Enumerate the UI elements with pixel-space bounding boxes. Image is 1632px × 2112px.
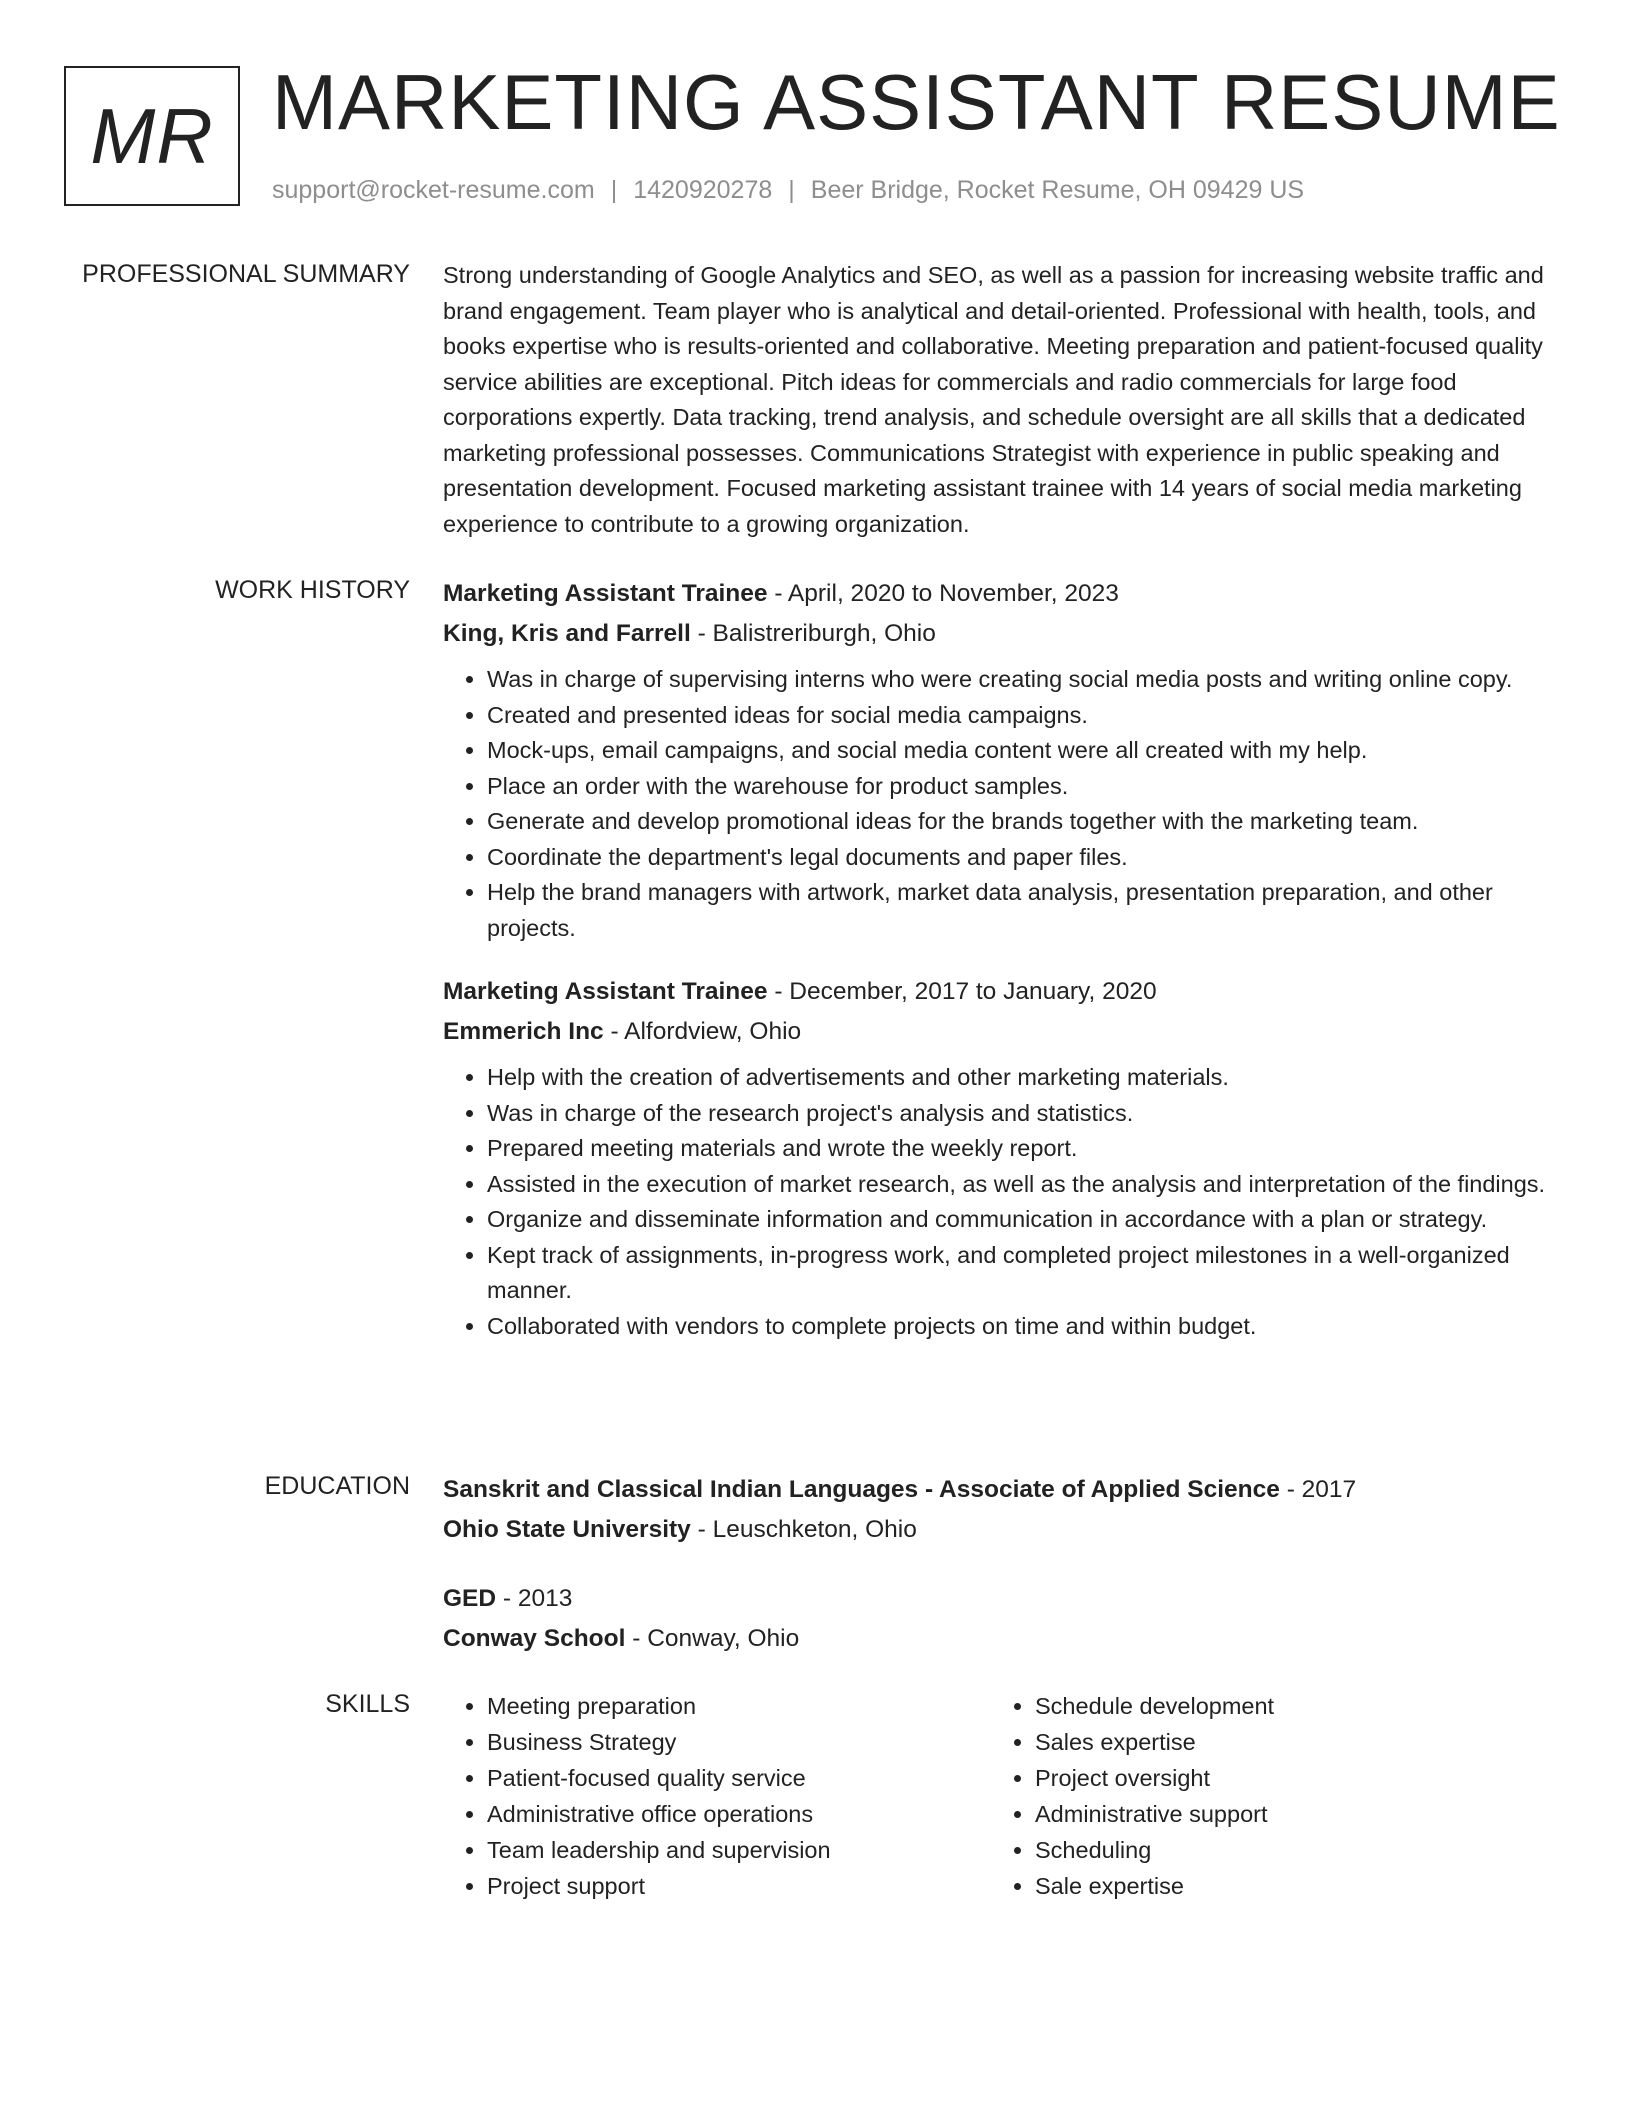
resume-header [0,0,1632,230]
job-bullets [443,1060,1553,1344]
contact-phone: 1420920278 [633,176,773,204]
skill-item: • Administrative support [1035,1796,1531,1832]
skills-list [443,1688,983,1904]
section-label-summary: PROFESSIONAL SUMMARY [82,260,410,288]
education-entry [443,1579,1553,1659]
list-item: • Generate and develop promotional ideas for the brands together with the marketing team. [487,804,1553,840]
skills-list [991,1688,1531,1904]
list-item: • Place an order with the warehouse for product samples. [487,769,1553,805]
list-item: • Created and presented ideas for social media campaigns. [487,698,1553,734]
skill-item: • Sale expertise [1035,1868,1531,1904]
job-title-line [443,574,1553,614]
job-company-line [443,614,1553,654]
job-dates: - April, 2020 to November, 2023 [767,580,1119,607]
skill-item: • Sales expertise [1035,1724,1531,1760]
job-entry [443,574,1553,946]
monogram-logo: MR [64,66,240,206]
skills-column-right [991,1688,1531,1904]
contact-email: support@rocket-resume.com [272,176,595,204]
job-entry [443,972,1553,1344]
school-name: Conway School [443,1625,626,1652]
job-company-line [443,1012,1553,1052]
degree-name: GED [443,1585,497,1612]
list-item: • Prepared meeting materials and wrote the weekly report. [487,1131,1553,1167]
skill-item: • Administrative office operations [487,1796,983,1832]
skill-item: • Project oversight [1035,1760,1531,1796]
contact-address: Beer Bridge, Rocket Resume, OH 09429 US [810,176,1305,204]
list-item: • Assisted in the execution of market research, as well as the analysis and interpretation of the findings. [487,1167,1553,1203]
skill-item: • Business Strategy [487,1724,983,1760]
school-location: - Leuschketon, Ohio [690,1516,917,1543]
list-item: • Collaborated with vendors to complete projects on time and within budget. [487,1309,1553,1345]
degree-name: Sanskrit and Classical Indian Languages - Associate of Applied Science [443,1476,1280,1503]
list-item: • Mock-ups, email campaigns, and social media content were all created with my help. [487,733,1553,769]
contact-line [272,174,1304,206]
skill-item: • Project support [487,1868,983,1904]
list-item: • Was in charge of the research project's analysis and statistics. [487,1096,1553,1132]
skill-item: • Scheduling [1035,1832,1531,1868]
list-item: • Was in charge of supervising interns who were creating social media posts and writing online copy. [487,662,1553,698]
degree-year: - 2017 [1279,1476,1357,1503]
skill-item: • Patient-focused quality service [487,1760,983,1796]
school-line [443,1510,1553,1550]
job-company: King, Kris and Farrell [443,620,691,647]
skill-item: • Meeting preparation [487,1688,983,1724]
job-location: - Alfordview, Ohio [603,1018,802,1045]
skill-item: • Team leadership and supervision [487,1832,983,1868]
job-location: - Balistreriburgh, Ohio [690,620,936,647]
job-title: Marketing Assistant Trainee [443,580,768,607]
skills-column-left [443,1688,983,1904]
list-item: • Coordinate the department's legal documents and paper files. [487,840,1553,876]
degree-line [443,1470,1553,1510]
page-title: MARKETING ASSISTANT RESUME [272,58,1561,146]
school-name: Ohio State University [443,1516,691,1543]
contact-separator: | [610,176,618,204]
job-title: Marketing Assistant Trainee [443,978,768,1005]
section-label-education: EDUCATION [264,1472,410,1500]
list-item: • Kept track of assignments, in-progress work, and completed project milestones in a well-organized manner. [487,1238,1553,1309]
contact-separator: | [788,176,795,204]
list-item: • Organize and disseminate information and communication in accordance with a plan or strategy. [487,1202,1553,1238]
job-company: Emmerich Inc [443,1018,604,1045]
school-line [443,1619,1553,1659]
skill-item: • Schedule development [1035,1688,1531,1724]
section-label-work-history: WORK HISTORY [215,576,410,604]
summary-text: Strong understanding of Google Analytics and SEO, as well as a passion for increasing website traffic and brand engagement. Team player who is analytical and detail-oriented. Professional with health, tools, and books expertise who is results-oriented and collaborative. Meeting preparation and patient-focused quality service abilities are exceptional. Pitch ideas for commercials and radio commercials for large food corporations expertly. Data tracking, trend analysis, and schedule oversight are all skills that a dedicated marketing professional possesses. Communications Strategist with experience in public speaking and presentation development. Focused marketing assistant trainee with 14 years of social media marketing experience to contribute to a growing organization. [443,262,1544,537]
list-item: • Help the brand managers with artwork, market data analysis, presentation preparation, and other projects. [487,875,1553,946]
job-title-line [443,972,1553,1012]
education-entry [443,1470,1553,1550]
job-dates: - December, 2017 to January, 2020 [767,978,1157,1005]
list-item: • Help with the creation of advertisements and other marketing materials. [487,1060,1553,1096]
job-bullets [443,662,1553,946]
section-label-skills: SKILLS [325,1690,410,1718]
degree-line [443,1579,1553,1619]
school-location: - Conway, Ohio [625,1625,800,1652]
degree-year: - 2013 [496,1585,573,1612]
